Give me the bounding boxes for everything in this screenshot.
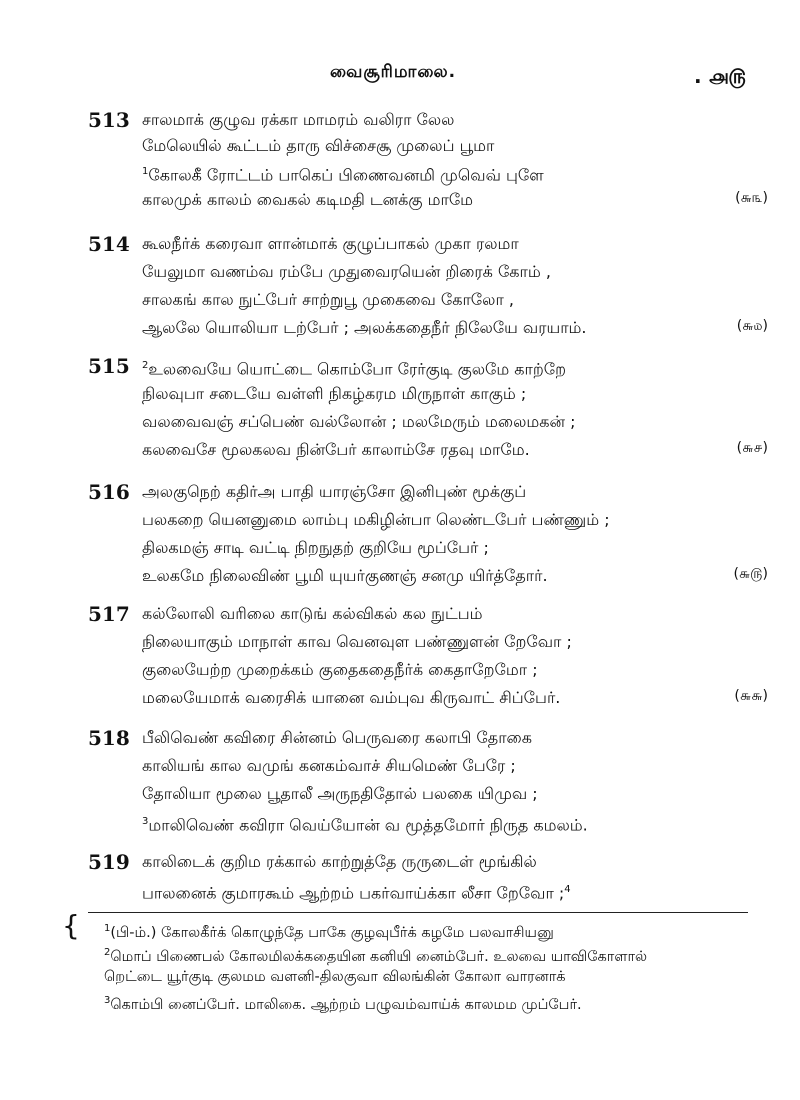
verse-number: 516 [88, 480, 130, 504]
verse-line: மேலெயில் கூட்டம் தாரு விச்சைசூ முலைப் பூமா [142, 136, 495, 155]
verse-number: 517 [88, 602, 130, 626]
verse-line: $^2$உலவையே யொட்டை கொம்போ ரேர்குடி குலமே காற்றே [142, 359, 567, 379]
footnote-marker: 2 [104, 947, 111, 958]
verse-line: மலையேமாக் வரைசிக் யானை வம்புவ கிருவாட் சிப்பேர். [142, 688, 561, 707]
footnote-line: $^3$கொம்பி னைப்பேர். மாலிகை. ஆற்றம் பழுவம்வாய்க் காலமம முப்பேர். [104, 995, 582, 1013]
verse-line: பீலிவெண் கவிரை சின்னம் பெருவரை கலாபி தோகை [142, 728, 532, 747]
stanza-count: (௬௪) [736, 440, 768, 456]
verse-line: $^3$மாலிவெண் கவிரா வெய்யோன் வ மூத்தமோர் நிருத கமலம். [142, 815, 588, 835]
verse-line: $^1$கோலகீ ரோட்டம் பாகெப் பிணைவனமி முவெவ் புளே [142, 165, 544, 185]
footnote-marker: 3 [142, 816, 149, 827]
footnote-marker: 2 [142, 360, 149, 371]
footnote-line: றெட்டை யூர்குடி குலமம வளனி-திலகுவா விலங்கின் கோலா வாரனாக் [104, 969, 566, 985]
verse-line: கூலநீர்க் கரைவா ளான்மாக் குழுப்பாகல் முகா ரலமா [142, 234, 519, 253]
verse-number: 515 [88, 354, 130, 378]
stanza-517 [88, 602, 768, 712]
verse-line: யேலுமா வணம்வ ரம்பே முதுவைரயென் றிரைக் கோம் , [142, 262, 551, 281]
stanza-count: (௬௬) [734, 688, 768, 704]
verse-number: 514 [88, 232, 130, 256]
footnote-marker: 1 [142, 166, 149, 177]
stanza-518 [88, 726, 768, 836]
verse-line: அலகுநெற் கதிர்அ பாதி யாரஞ்சோ இனிபுண் மூக்குப் [142, 482, 527, 501]
footnote-brace: { [62, 909, 80, 942]
footnote-marker: 3 [104, 995, 111, 1006]
stanza-count: (௬௩) [735, 190, 768, 206]
verse-line: பாலனைக் குமாரகூம் ஆற்றம் பகர்வாய்க்கா லீசா றேவோ ;$^4$ [142, 883, 571, 903]
verse-line: சாலமாக் குழுவ ரக்கா மாமரம் வலிரா லேல [142, 110, 455, 129]
stanza-count: (௬௫) [733, 566, 768, 582]
verse-line: தோலியா மூலை பூதாலீ அருநதிதோல் பலகை யிமுவ ; [142, 784, 538, 803]
verse-number: 519 [88, 850, 130, 874]
verse-line: காலியங் கால வமுங் கனகம்வாச் சியமெண் பேரே ; [142, 756, 516, 775]
footnote-line: $^2$மொப் பிணைபல் கோலமிலக்கதையின கனியி னைம்பேர். உலவை யாவிகோளால் [104, 947, 648, 965]
stanza-516 [88, 480, 768, 590]
page-header-title: வைசூரிமாலை. [330, 62, 457, 82]
verse-line: குலையேற்ற முறைக்கம் குதைகதைநீர்க் கைதாறேமோ ; [142, 660, 538, 679]
verse-line: திலகமஞ் சாடி வட்டி நிறநுதற் குறியே மூப்பேர் ; [142, 538, 489, 557]
footnote-marker: 4 [564, 884, 571, 895]
verse-line: நிலையாகும் மாநாள் காவ வெனவுள பண்ணுளன் றேவோ ; [142, 632, 572, 651]
verse-number: 518 [88, 726, 130, 750]
verse-line: நிலவுபா சடையே வள்ளி நிகழ்கரம மிருநாள் காகும் ; [142, 384, 527, 403]
footnote-line: $^1$(பி-ம்.) கோலகீர்க் கொழுந்தே பாகே குழவுபீர்க் கழமே பலவாசியனு [104, 923, 554, 941]
footnote-marker: 1 [104, 923, 111, 934]
footnote-divider [88, 912, 748, 913]
verse-number: 513 [88, 108, 130, 132]
stanza-count: (௬௰) [736, 318, 768, 334]
page-number: . ௮௫ [694, 64, 747, 88]
verse-line: உலகமே நிலைவிண் பூமி யுயர்குணஞ் சனமு யிர்த்தோர். [142, 566, 548, 585]
stanza-513 [88, 108, 768, 218]
verse-line: கல்லோலி வரிலை காடுங் கல்விகல் கல நுட்பம் [142, 604, 483, 623]
verse-line: பலகறை யெனனுமை லாம்பு மகிழின்பா லெண்டபேர் பண்ணும் ; [142, 510, 610, 529]
stanza-514 [88, 232, 768, 342]
verse-line: ஆலலே யொலியா டற்பேர் ; அலக்கதைநீர் நிலேயே வரயாம். [142, 318, 587, 337]
stanza-515 [88, 354, 768, 464]
stanza-519 [88, 850, 768, 906]
verse-line: காலிடைக் குறிம ரக்கால் காற்றுத்தே ருருடைள் மூங்கில் [142, 852, 537, 871]
verse-line: காலமுக் காலம் வைகல் கடிமதி டனக்கு மாமே [142, 190, 474, 209]
verse-line: சாலகங் கால நுட்பேர் சாற்றுபூ முகைவை கோலோ , [142, 290, 514, 309]
verse-line: வலவைவஞ் சப்பெண் வல்லோன் ; மலமேரும் மலைமகன் ; [142, 412, 576, 431]
verse-line: கலவைசே மூலகலவ நின்பேர் காலாம்சே ரதவு மாமே. [142, 440, 530, 459]
